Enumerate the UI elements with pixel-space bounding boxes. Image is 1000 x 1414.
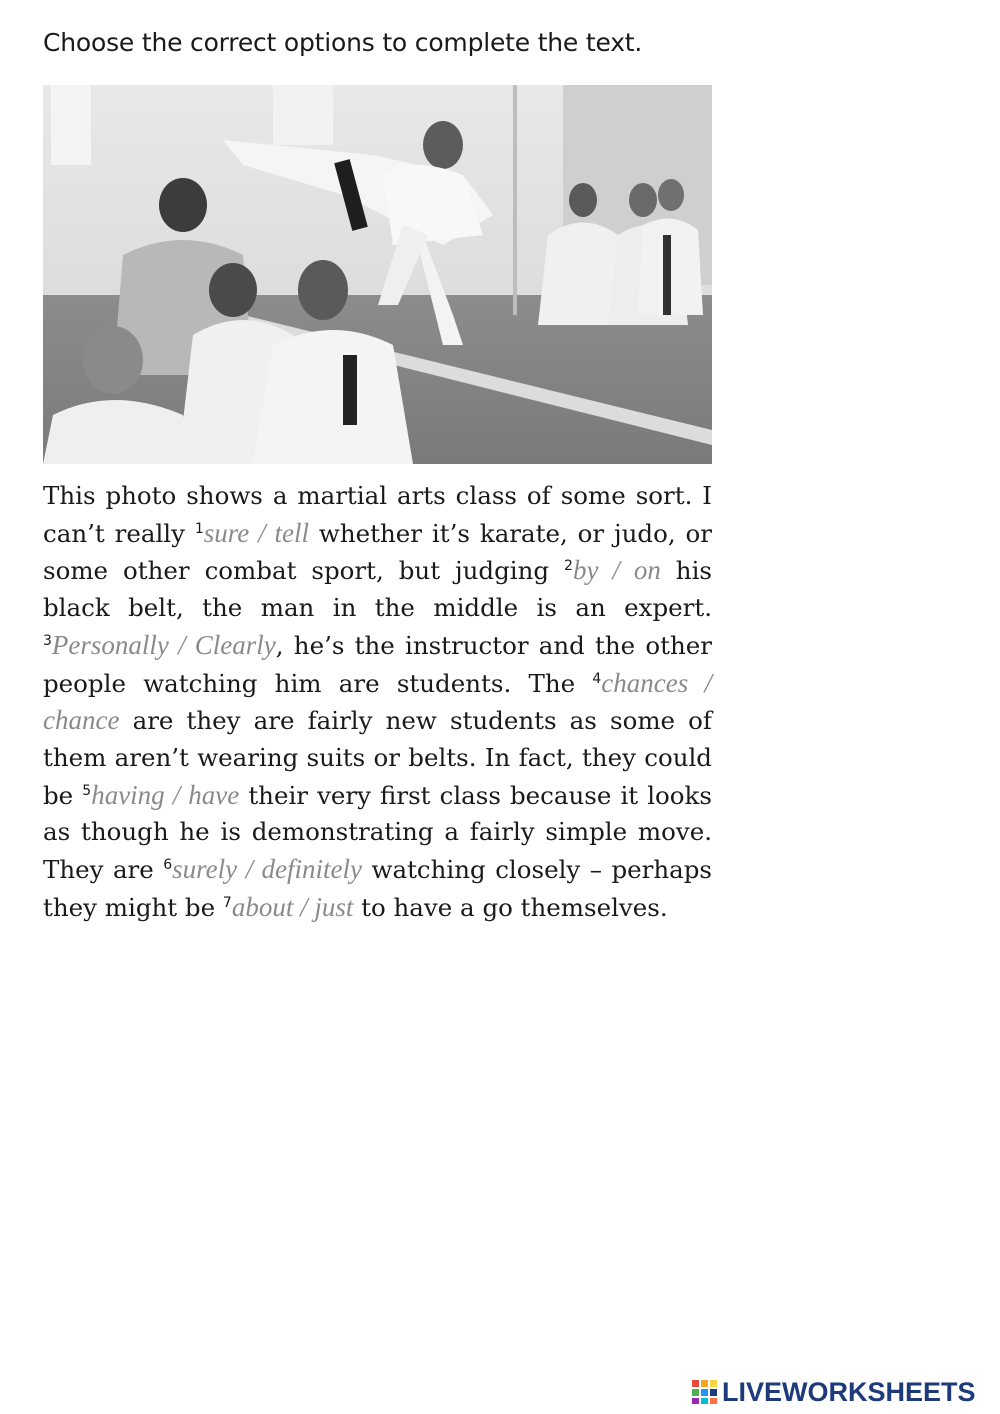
question-number: 2 [564,558,573,575]
option-7b[interactable]: just [314,891,354,922]
option-separator: / [598,555,634,586]
liveworksheets-brand [692,1376,976,1408]
option-separator: / [293,891,315,922]
passage-segment: whether it’s karate, or judo, or some other combat sport, but judging [43,518,712,586]
option-3a[interactable]: Personally [51,629,169,660]
question-3[interactable] [43,631,276,660]
option-5b[interactable]: have [188,779,240,810]
option-3b[interactable]: Clearly [194,629,276,660]
question-number: 7 [222,894,232,911]
option-6a[interactable]: surely [172,854,238,885]
option-6b[interactable]: definitely [261,854,363,885]
option-separator: / [237,854,262,885]
passage-text [43,478,712,926]
question-1[interactable] [195,519,309,548]
liveworksheets-logo-icon [692,1380,718,1404]
question-6[interactable] [163,855,362,884]
question-number: 3 [43,632,52,649]
passage-segment: are they are fairly new students as some of them aren’t wearing suits or belts. In fact, they could be [43,706,712,810]
passage-segment: their very first class because it looks as though he is demonstrating a fairly simple move. They are [43,780,712,885]
option-1b[interactable]: tell [274,517,310,548]
option-1a[interactable]: sure [203,517,250,548]
option-5a[interactable]: having [91,779,165,810]
question-number: 1 [194,520,204,537]
option-2a[interactable]: by [572,555,599,586]
question-2[interactable] [564,556,661,585]
option-7a[interactable]: about [231,891,294,922]
option-separator: / [688,667,712,698]
passage-segment: watching closely – perhaps they might be [43,855,712,922]
passage-segment: to have a go themselves. [353,892,668,922]
question-number: 5 [82,782,92,799]
passage-segment: This photo shows a martial arts class of some sort. I can’t really [43,481,712,548]
instruction-heading: Choose the correct options to complete the text. [43,28,643,57]
option-separator: / [164,779,189,810]
passage-segment: , he’s the instructor and the other people watching him are students. The [43,630,712,698]
question-5[interactable] [82,781,239,810]
question-7[interactable] [223,893,353,922]
martial-arts-class-photo [43,85,712,464]
question-number: 6 [163,857,173,874]
option-2b[interactable]: on [633,555,661,586]
passage-segment: his black belt, the man in the middle is an expert. [43,556,712,623]
brand-text: LIVEWORKSHEETS [722,1376,976,1407]
option-4a[interactable]: chances [601,667,689,698]
option-separator: / [249,517,275,548]
option-separator: / [168,629,195,660]
question-number: 4 [592,670,602,687]
option-4b[interactable]: chance [43,705,120,736]
